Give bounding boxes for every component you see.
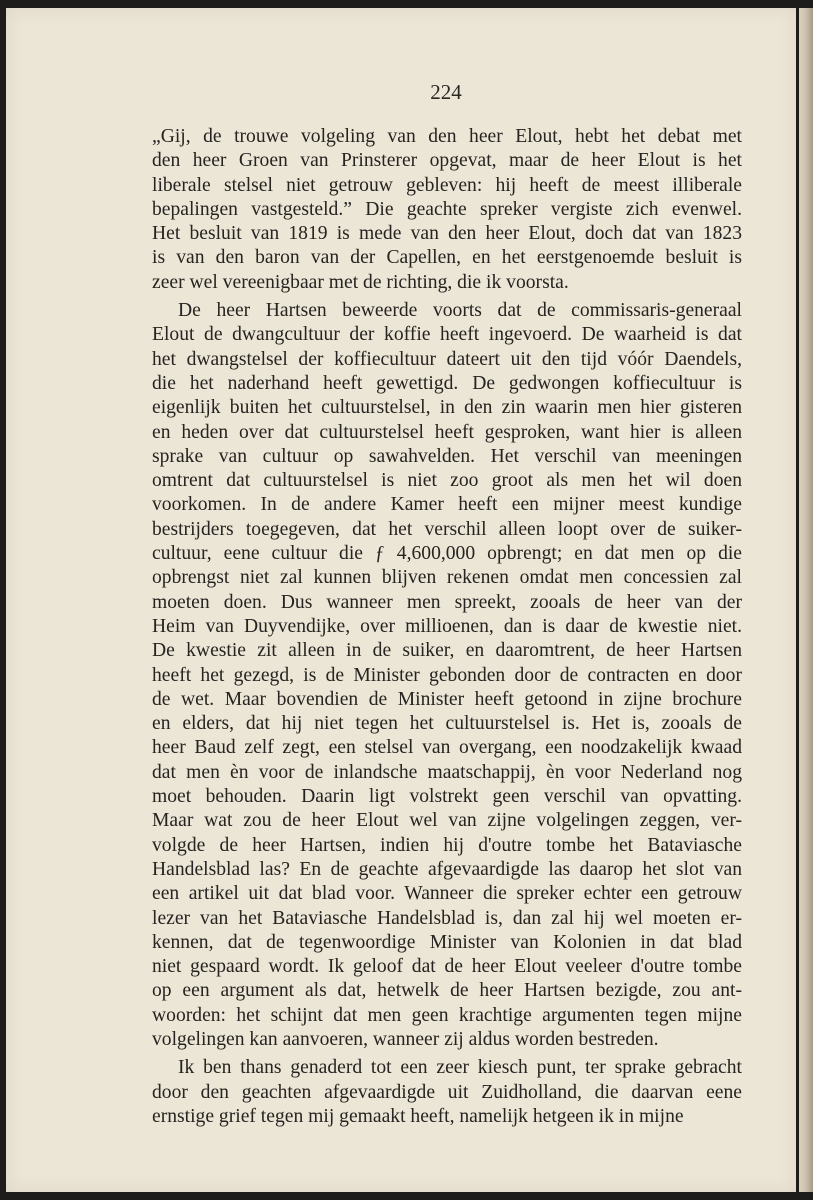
text-line: opbrengst niet zal kunnen blijven rekenen omdat men concessien zal [152, 567, 742, 589]
text-line: De kwestie zit alleen in de suiker, en daaromtrent, de heer Hartsen [152, 640, 742, 662]
text-line: voorkomen. In de andere Kamer heeft een mijner meest kundige [152, 494, 742, 516]
text-line: volgelingen kan aanvoeren, wanneer zij aldus worden bestreden. [152, 1028, 659, 1050]
text-line: en elders, dat hij niet tegen het cultuurstelsel is. Het is, zooals de [152, 713, 742, 735]
page-edge [799, 8, 813, 1192]
text-line: Elout de dwangcultuur der koffie heeft ingevoerd. De waarheid is dat [152, 324, 742, 346]
text-line: Maar wat zou de heer Elout wel van zijne volgelingen zeggen, ver- [152, 810, 742, 832]
text-line: „Gij, de trouwe volgeling van den heer Elout, hebt het debat met [152, 126, 742, 147]
text-line: eigenlijk buiten het cultuurstelsel, in den zin waarin men hier gisteren [152, 397, 742, 419]
text-line: die het naderhand heeft gewettigd. De gedwongen koffiecultuur is [152, 372, 742, 394]
text-line: zeer wel vereenigbaar met de richting, die ik voorsta. [152, 271, 569, 293]
book-page [6, 8, 796, 1192]
text-line: en heden over dat cultuurstelsel heeft gesproken, want hier is alleen [152, 421, 742, 443]
text-line: kennen, dat de tegenwoordige Minister van Kolonien in dat blad [152, 931, 742, 953]
text-line: heer Baud zelf zegt, een stelsel van overgang, een noodzakelijk kwaad [152, 737, 742, 759]
text-line: het dwangstelsel der koffiecultuur dateert uit den tijd vóór Daendels, [152, 348, 742, 370]
text-line: ernstige grief tegen mij gemaakt heeft, namelijk hetgeen ik in mijne [152, 1105, 684, 1127]
text-line: bestrijders toegegeven, dat het verschil alleen loopt over de suiker- [152, 518, 742, 540]
text-line: Het besluit van 1819 is mede van den heer Elout, doch dat van 1823 [152, 223, 742, 245]
text-line: sprake van cultuur op sawahvelden. Het verschil van meeningen [152, 445, 742, 467]
text-line: omtrent dat cultuurstelsel is niet zoo groot als men het wil doen [152, 470, 742, 492]
text-line: lezer van het Bataviasche Handelsblad is, dan zal hij wel moeten er- [152, 907, 742, 929]
text-line: De heer Hartsen beweerde voorts dat de commissaris-generaal [178, 300, 742, 322]
text-line: den heer Groen van Prinsterer opgevat, maar de heer Elout is het [152, 150, 742, 172]
text-line: Ik ben thans genaderd tot een zeer kiesch punt, ter sprake gebracht [178, 1057, 742, 1079]
text-line: heeft het gezegd, is de Minister gebonden door de contracten en door [152, 664, 742, 686]
text-line: op een argument als dat, hetwelk de heer Hartsen bezigde, zou ant- [152, 980, 742, 1002]
text-line: Handelsblad las? En de geachte afgevaardigde las daarop het slot van [152, 858, 742, 880]
page-number: 224 [430, 80, 462, 104]
text-line: Heim van Duyvendijke, over millioenen, dan is daar de kwestie niet. [152, 615, 742, 637]
text-line: moet behouden. Daarin ligt volstrekt geen verschil van opvatting. [152, 786, 742, 808]
text-line: de wet. Maar bovendien de Minister heeft getoond in zijne brochure [152, 688, 742, 710]
text-line: door den geachten afgevaardigde uit Zuidholland, die daarvan eene [152, 1081, 742, 1103]
text-line: cultuur, eene cultuur die ƒ 4,600,000 opbrengt; en dat men op die [152, 543, 742, 565]
text-line: een artikel uit dat blad voor. Wanneer die spreker echter een getrouw [152, 883, 742, 905]
text-line: niet gespaard wordt. Ik geloof dat de heer Elout veeleer d'outre tombe [152, 956, 742, 978]
text-line: woorden: het schijnt dat men geen krachtige argumenten tegen mijne [152, 1004, 742, 1026]
body-text [152, 125, 742, 1129]
text-line: is van den baron van der Capellen, en het eerstgenoemde besluit is [152, 247, 742, 269]
text-line: moeten doen. Dus wanneer men spreekt, zooals de heer van der [152, 591, 742, 613]
text-line: volgde de heer Hartsen, indien hij d'outre tombe het Bataviasche [152, 834, 742, 856]
text-line: bepalingen vastgesteld.” Die geachte spreker vergiste zich evenwel. [152, 198, 742, 220]
text-line: dat men èn voor de inlandsche maatschappij, èn voor Nederland nog [152, 761, 742, 783]
text-line: liberale stelsel niet getrouw gebleven: hij heeft de meest illiberale [152, 174, 742, 196]
